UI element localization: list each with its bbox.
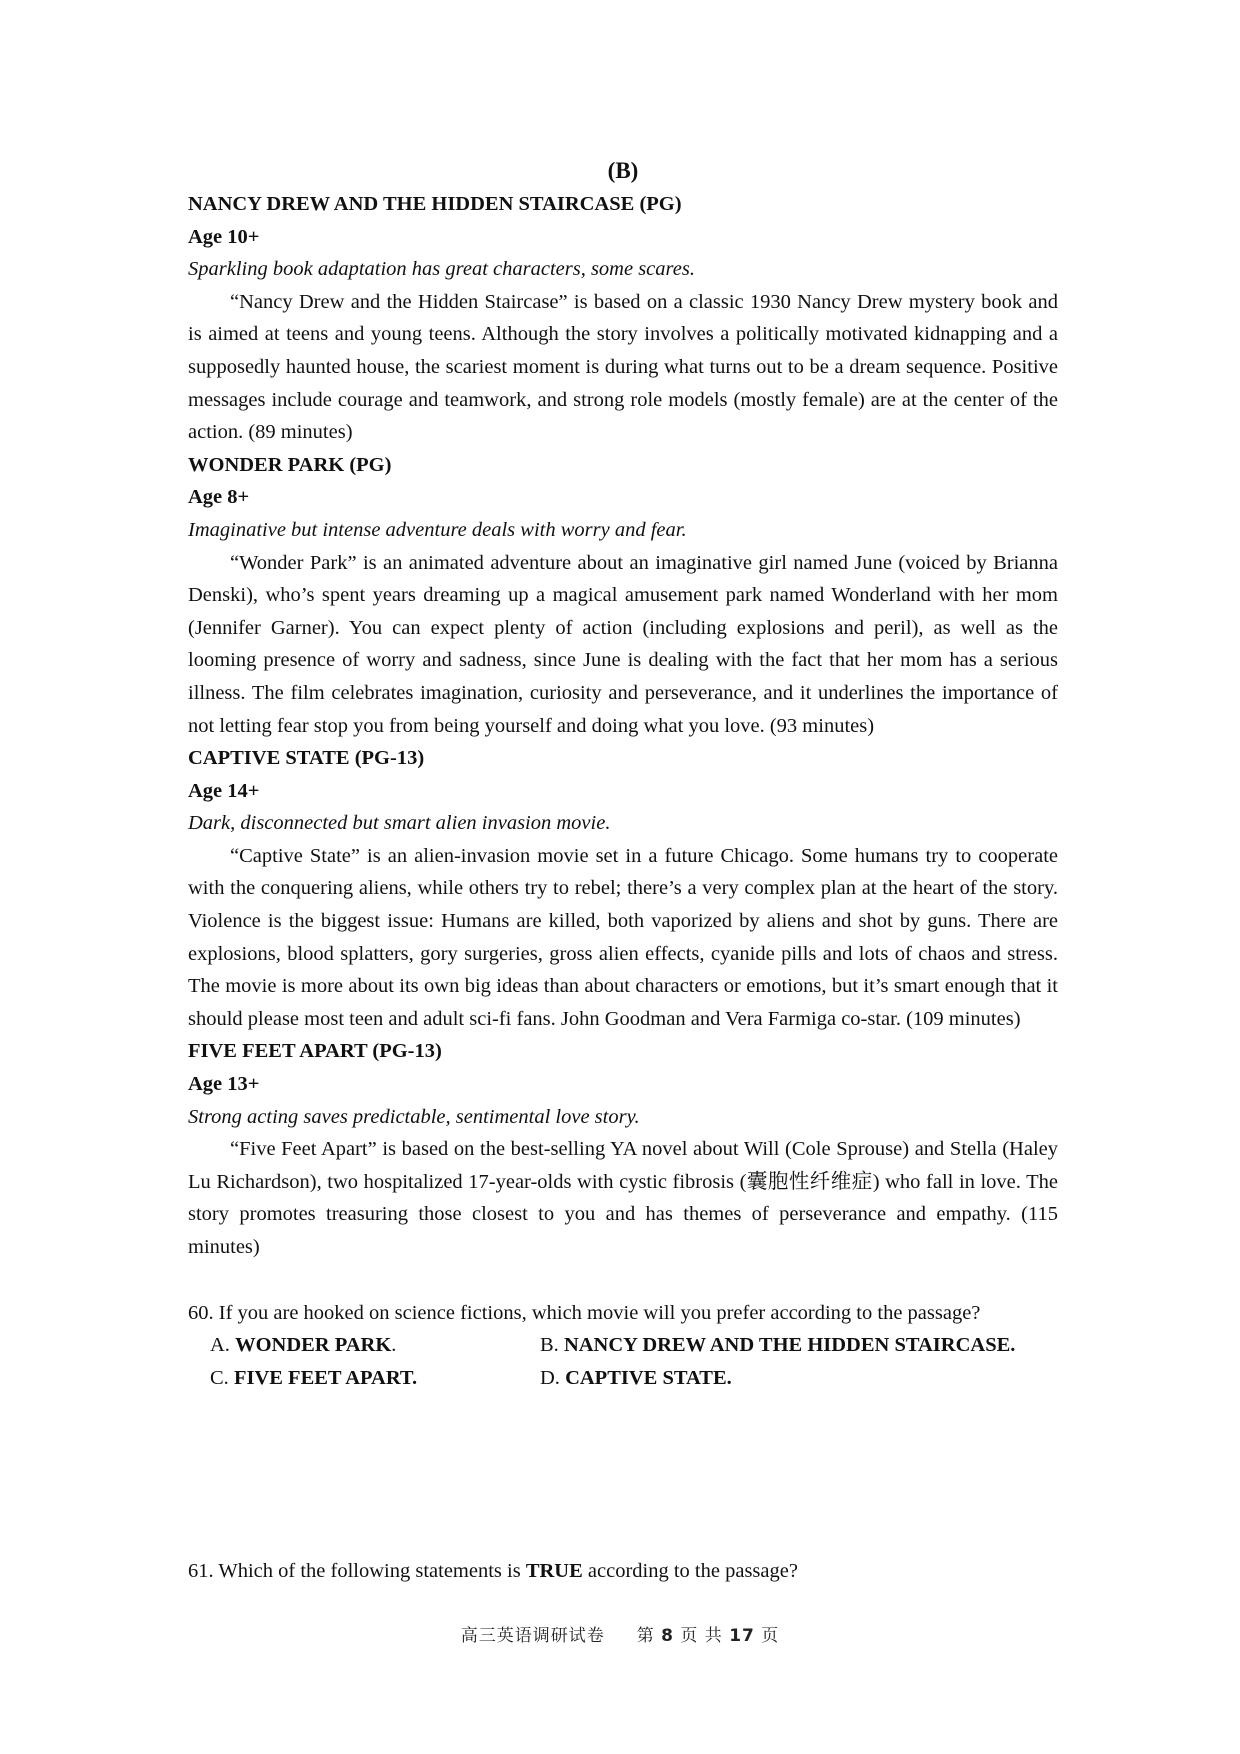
section-label: (B)	[607, 158, 639, 183]
page-footer	[0, 1624, 1240, 1648]
movie-review	[188, 1035, 1058, 1263]
option-letter: D.	[540, 1366, 560, 1389]
footer-page-mid: 页 共	[680, 1626, 723, 1646]
question-61-lead: 61. Which of the following statements is	[188, 1560, 526, 1582]
movie-age: Age 14+	[188, 779, 260, 802]
option-letter: A.	[210, 1334, 230, 1357]
question-60-options	[188, 1329, 1058, 1394]
movie-body: “Wonder Park” is an animated adventure about an imaginative girl named June (voiced by Brianna Denski), who’s spent years dreaming up a magical amusement park named Wonderland with her mom (Jennifer Garner). You can expect plenty of action (including explosions and peril), as well as the looming presence of worry and sadness, since June is dealing with the fact that her mom has a serious illness. The film celebrates imagination, curiosity and perseverance, and it underlines the importance of not letting fear stop you from being yourself and doing what you love. (93 minutes)	[188, 551, 1058, 737]
question-61	[188, 1555, 798, 1587]
movie-tagline: Sparkling book adaptation has great characters, some scares.	[188, 258, 695, 281]
footer-page-prefix: 第	[636, 1626, 655, 1646]
footer-page-total: 17	[729, 1626, 755, 1646]
question-61-emphasis: TRUE	[525, 1560, 583, 1582]
movie-body: “Nancy Drew and the Hidden Staircase” is based on a classic 1930 Nancy Drew mystery book and is aimed at teens and young teens. Although the story involves a politically motivated kidnapping and a supposedly haunted house, the scariest moment is during what turns out to be a dream sequence. Positive messages include courage and teamwork, and strong role models (mostly female) are at the center of the action. (89 minutes)	[188, 290, 1058, 444]
option-text: NANCY DREW AND THE HIDDEN STAIRCASE.	[563, 1334, 1016, 1357]
movie-review	[188, 449, 1058, 742]
movie-tagline: Imaginative but intense adventure deals with worry and fear.	[188, 518, 687, 541]
movie-age: Age 13+	[188, 1073, 260, 1096]
movie-title: NANCY DREW AND THE HIDDEN STAIRCASE (PG)	[188, 193, 682, 215]
movie-age: Age 8+	[188, 486, 250, 509]
option-letter: B.	[540, 1334, 559, 1357]
movie-age: Age 10+	[188, 225, 260, 248]
option-letter: C.	[210, 1366, 229, 1389]
footer-page-number: 8	[661, 1626, 674, 1646]
question-60: 60. If you are hooked on science fictions, which movie will you prefer according to the passage?	[188, 1301, 981, 1324]
movie-title: WONDER PARK (PG)	[188, 453, 392, 476]
movie-review	[188, 188, 1058, 449]
movie-review	[188, 742, 1058, 1035]
movie-body: “Five Feet Apart” is based on the best-selling YA novel about Will (Cole Sprouse) and Stella (Haley Lu Richardson), two hospitalized 17-year-olds with cystic fibrosis (囊胞性纤维症) who fall in love. The story promotes treasuring those closest to you and has themes of perseverance and empathy. (115 minutes)	[188, 1138, 1058, 1258]
movie-tagline: Dark, disconnected but smart alien invasion movie.	[188, 812, 611, 835]
option-text: FIVE FEET APART.	[233, 1366, 418, 1389]
option-suffix: .	[391, 1334, 397, 1357]
footer-exam-title: 高三英语调研试卷	[460, 1626, 605, 1646]
option-d[interactable]	[540, 1362, 1080, 1395]
option-text: WONDER PARK	[235, 1334, 392, 1357]
option-text: CAPTIVE STATE.	[565, 1366, 732, 1389]
movie-title: FIVE FEET APART (PG-13)	[188, 1040, 442, 1063]
option-b[interactable]	[540, 1329, 1080, 1362]
footer-page-suffix: 页	[761, 1626, 780, 1646]
option-a[interactable]	[210, 1329, 540, 1362]
movie-body: “Captive State” is an alien-invasion movie set in a future Chicago. Some humans try to cooperate with the conquering aliens, while others try to rebel; there’s a very complex plan at the heart of the story. Violence is the biggest issue: Humans are killed, both vaporized by aliens and shot by guns. There are explosions, blood splatters, gory surgeries, gross alien effects, cyanide pills and lots of chaos and stress. The movie is more about its own big ideas than about characters or emotions, but it’s smart enough that it should please most teen and adult sci-fi fans. John Goodman and Vera Farmiga co-star. (109 minutes)	[188, 844, 1058, 1030]
option-c[interactable]	[210, 1362, 540, 1395]
exam-page	[188, 154, 1058, 1394]
question-61-tail: according to the passage?	[582, 1560, 798, 1582]
movie-title: CAPTIVE STATE (PG-13)	[188, 747, 425, 770]
movie-tagline: Strong acting saves predictable, sentimental love story.	[188, 1105, 640, 1128]
